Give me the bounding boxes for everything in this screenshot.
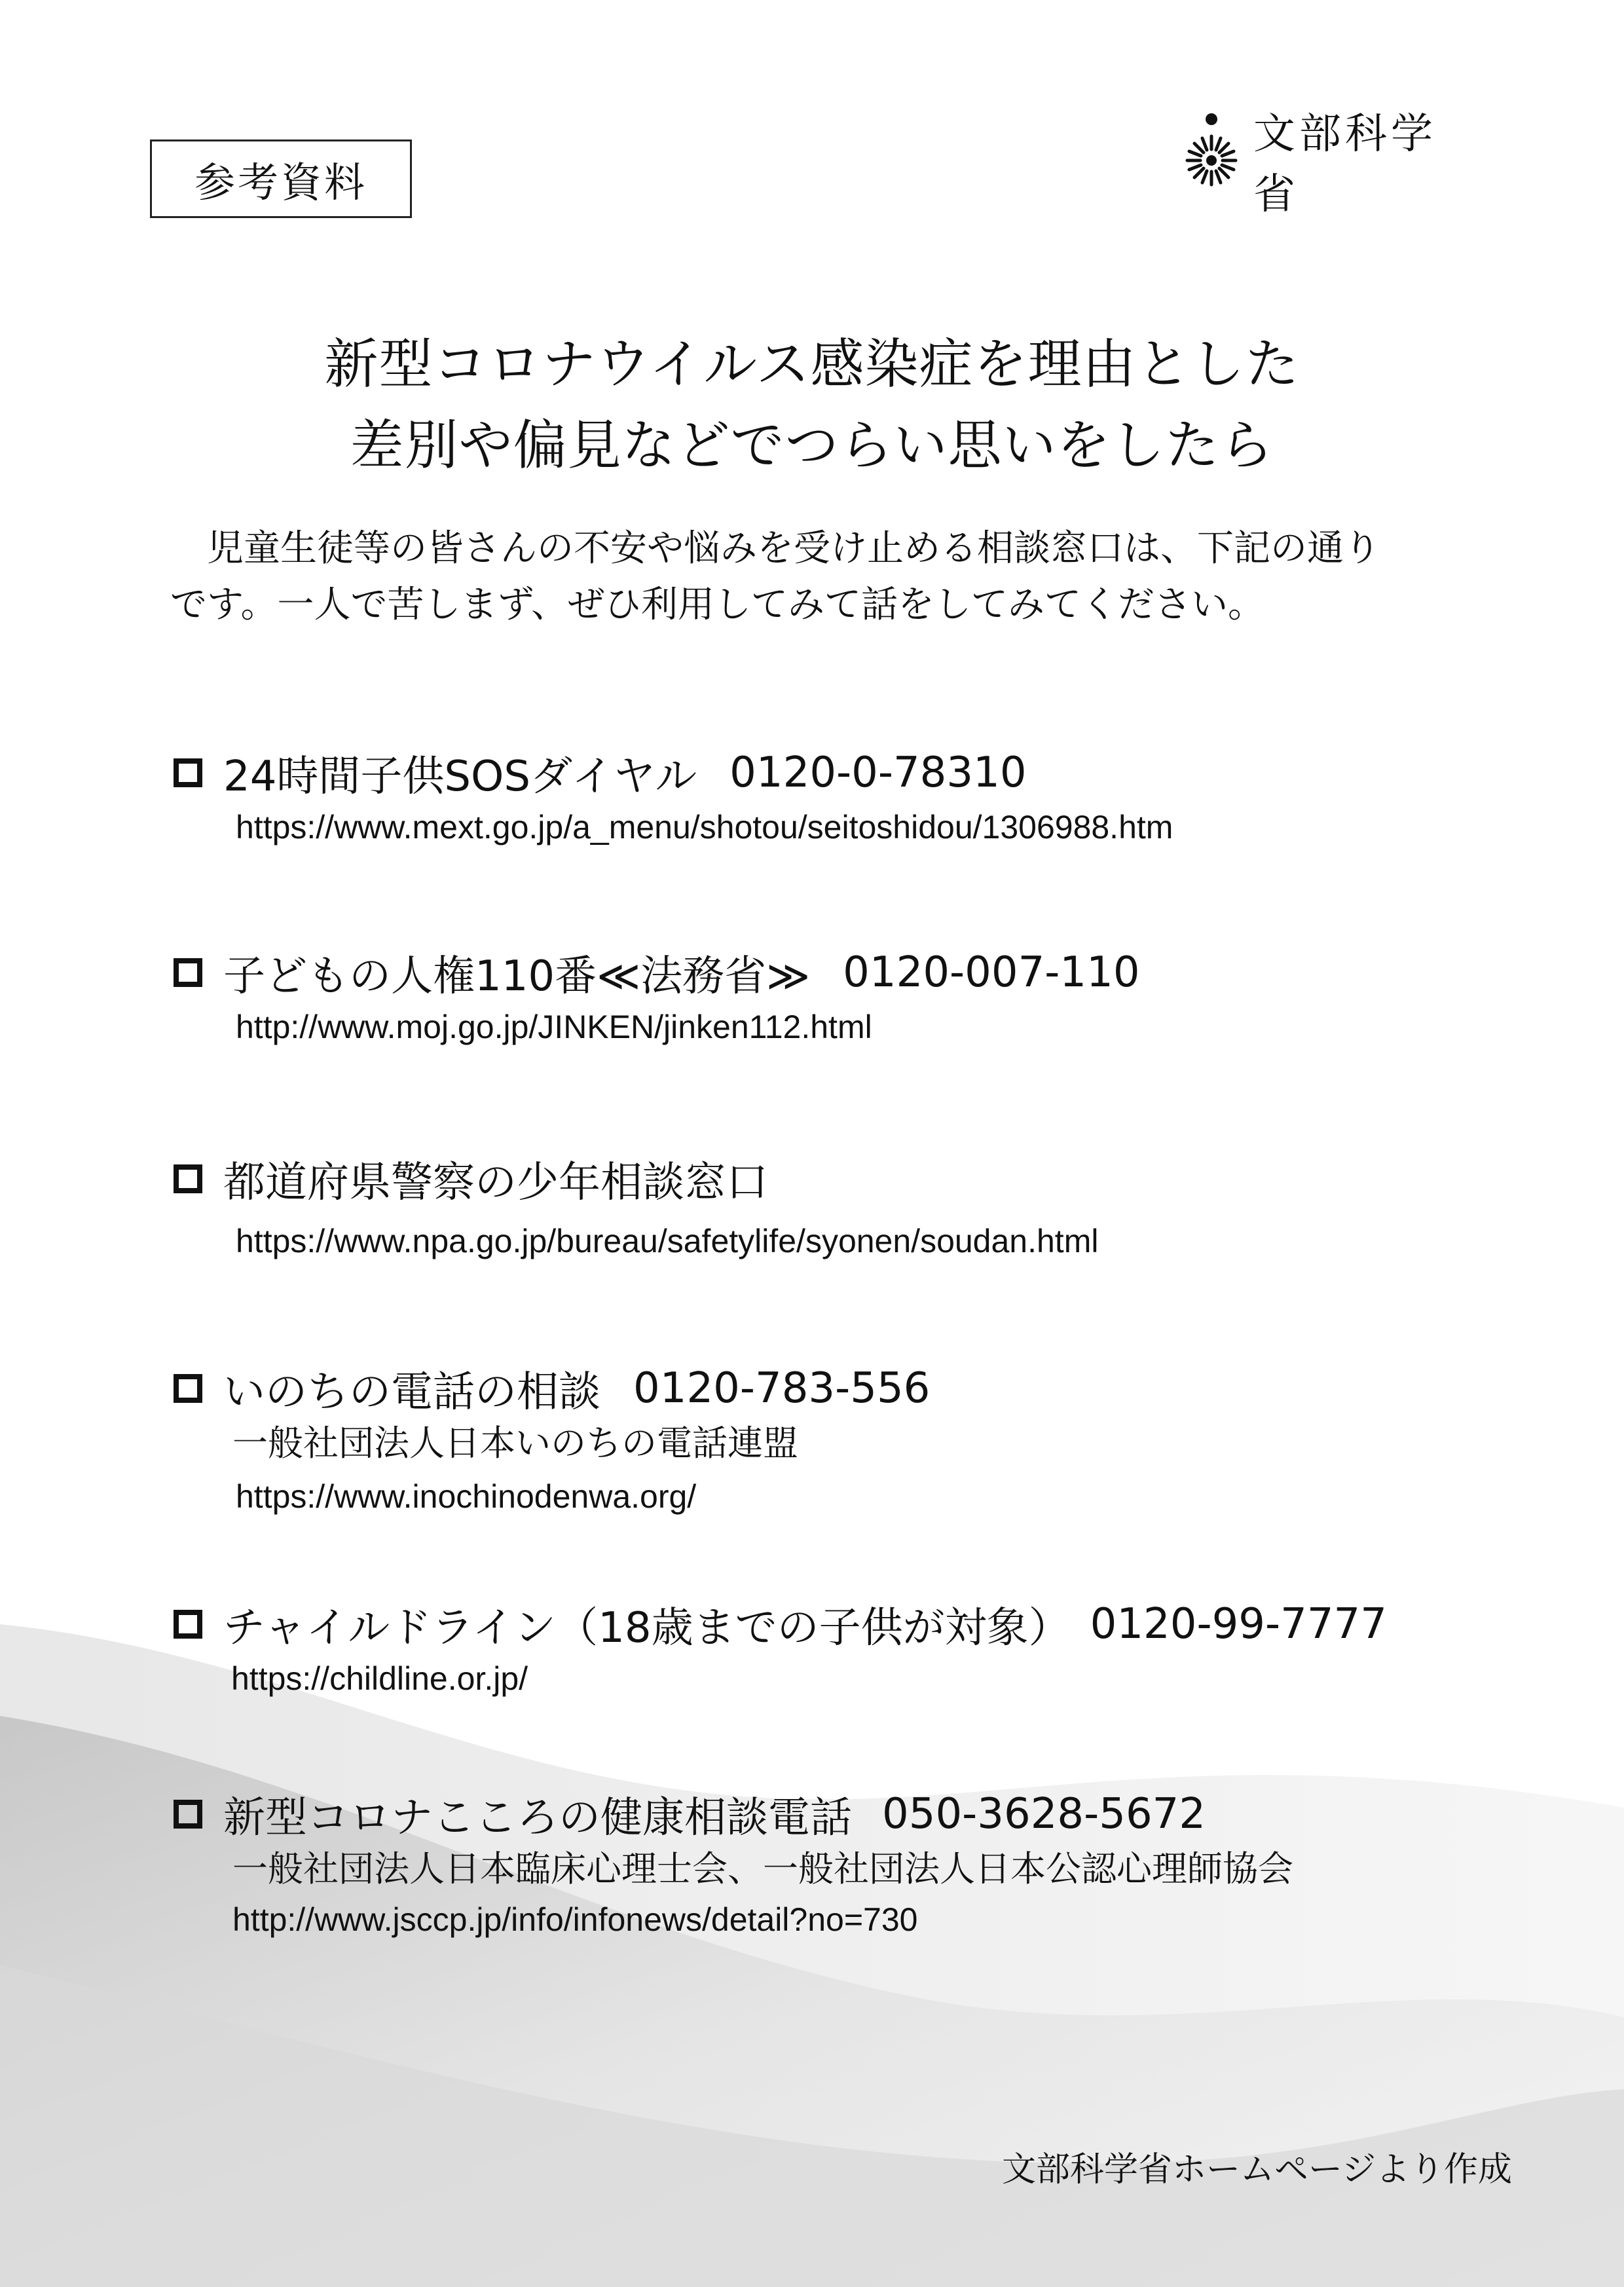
entry-name: チャイルドライン（18歳までの子供が対象） (223, 1604, 1071, 1652)
intro-line-2: です。一人で苦しまず、ぜひ利用してみて話をしてみてください。 (170, 584, 1265, 626)
checkbox-icon (174, 1374, 202, 1403)
consultation-entry (174, 943, 1140, 1052)
entry-organization: 一般社団法人日本臨床心理士会、一般社団法人日本公認心理師協会 (232, 1848, 1293, 1889)
reference-material-label: 参考資料 (150, 139, 412, 218)
source-credit: 文部科学省ホームページより作成 (1002, 2150, 1512, 2189)
entry-url[interactable]: http://www.moj.go.jp/JINKEN/jinken112.html (236, 1009, 872, 1045)
entry-phone: 050-3628-5672 (882, 1790, 1206, 1838)
title-line-2: 差別や偏見などでつらい思いをしたら (350, 415, 1274, 477)
checkbox-icon (174, 1610, 202, 1639)
checkbox-icon (174, 1164, 202, 1193)
entry-name: 子どもの人権110番≪法務省≫ (223, 952, 811, 1001)
consultation-entry (174, 1785, 1293, 1944)
consultation-entry (174, 1359, 930, 1521)
entry-url[interactable]: https://childline.or.jp/ (231, 1660, 528, 1697)
entry-name: 都道府県警察の少年相談窓口 (223, 1159, 768, 1207)
entry-phone: 0120-783-556 (633, 1364, 931, 1413)
ministry-name: 文部科学省 (1253, 110, 1437, 219)
consultation-entry (174, 1595, 1387, 1703)
consultation-entry (174, 1149, 1098, 1266)
title-line-1: 新型コロナウイルス感染症を理由とした (324, 333, 1300, 396)
checkbox-icon (174, 1800, 202, 1829)
checkbox-icon (174, 958, 202, 987)
entry-name: いのちの電話の相談 (223, 1368, 600, 1417)
entry-url[interactable]: http://www.jsccp.jp/info/infonews/detail?no=730 (232, 1901, 918, 1938)
mext-emblem-icon (1179, 111, 1244, 196)
intro-paragraph (170, 521, 1519, 633)
entry-phone: 0120-007-110 (843, 948, 1140, 997)
entry-phone: 0120-0-78310 (729, 749, 1027, 797)
entry-name: 新型コロナこころの健康相談電話 (223, 1794, 852, 1842)
intro-line-1: 児童生徒等の皆さんの不安や悩みを受け止める相談窓口は、下記の通り (170, 527, 1380, 570)
ministry-logo (1179, 110, 1454, 219)
checkbox-icon (174, 758, 202, 787)
entry-organization: 一般社団法人日本いのちの電話連盟 (232, 1422, 798, 1464)
entry-name: 24時間子供SOSダイヤル (223, 753, 697, 801)
entry-phone: 0120-99-7777 (1090, 1600, 1387, 1648)
consultation-entry (174, 743, 1173, 852)
page-title (0, 324, 1624, 487)
entry-url[interactable]: https://www.npa.go.jp/bureau/safetylife/syonen/soudan.html (236, 1223, 1099, 1259)
entry-url[interactable]: https://www.mext.go.jp/a_menu/shotou/seitoshidou/1306988.htm (236, 809, 1173, 846)
entry-url[interactable]: https://www.inochinodenwa.org/ (236, 1478, 697, 1515)
